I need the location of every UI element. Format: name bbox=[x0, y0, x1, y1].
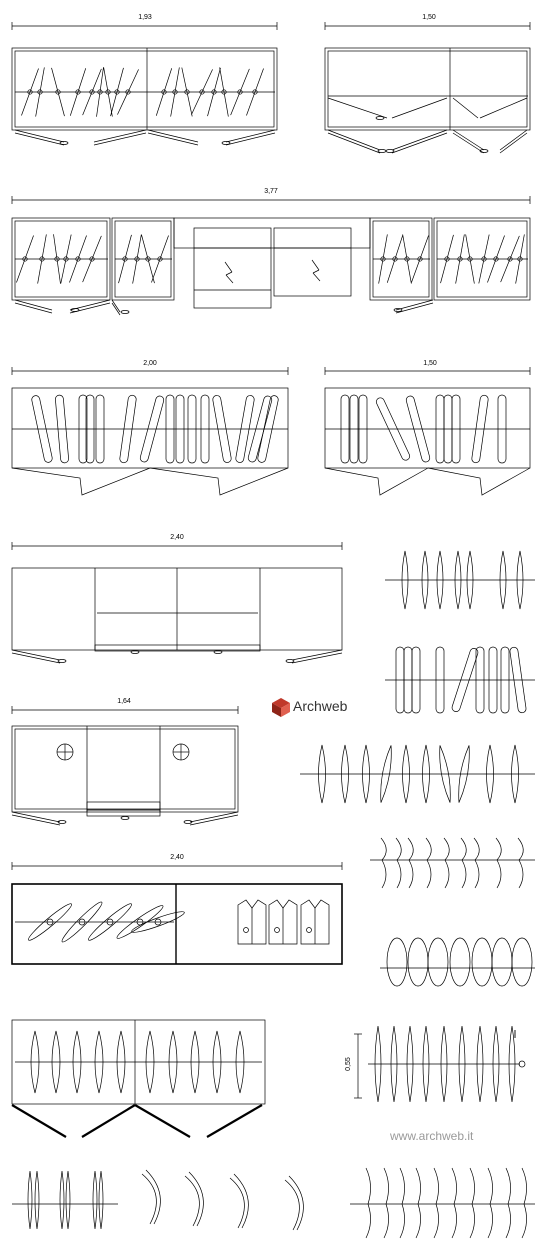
dimension-label-5: 1,50 bbox=[423, 360, 437, 367]
dimension-label-9: 0,55 bbox=[345, 1057, 352, 1071]
door-leaf bbox=[112, 300, 120, 312]
folded-garment bbox=[366, 1168, 371, 1238]
folded-garment bbox=[522, 1168, 527, 1238]
door-leaf bbox=[392, 133, 447, 153]
folded-garment bbox=[434, 1168, 439, 1238]
trouser-clip bbox=[408, 938, 428, 986]
dimension-label-1: 1,93 bbox=[138, 14, 152, 21]
door-leaf bbox=[292, 653, 342, 663]
door-leaf bbox=[500, 133, 527, 153]
door-leaf bbox=[453, 133, 484, 153]
shirt-pocket bbox=[275, 928, 280, 933]
door-leaf bbox=[396, 300, 433, 310]
folded-trouser bbox=[496, 838, 501, 888]
hanger-curve bbox=[142, 1174, 156, 1224]
cabinet-outline bbox=[325, 388, 530, 468]
brand-url: www.archweb.it bbox=[390, 1129, 474, 1143]
folded-garment bbox=[416, 1168, 421, 1238]
line bbox=[226, 272, 232, 275]
door-leaf bbox=[226, 133, 275, 145]
folded-trouser bbox=[408, 838, 413, 888]
door-handle bbox=[394, 309, 402, 312]
hanger-curve bbox=[234, 1174, 248, 1228]
door-leaf bbox=[148, 130, 198, 142]
folded-trouser bbox=[426, 838, 431, 888]
door-leaf bbox=[112, 303, 120, 315]
folding-door bbox=[428, 468, 530, 495]
door-handle bbox=[121, 311, 129, 314]
bifold-door bbox=[12, 1105, 66, 1137]
garment-leaf bbox=[28, 1171, 32, 1229]
hanger-curve bbox=[289, 1176, 303, 1230]
brand-name: Archweb bbox=[293, 698, 348, 714]
dimension-label-2: 1,50 bbox=[422, 14, 436, 21]
drawer-front bbox=[87, 810, 160, 816]
cabinet-outline bbox=[12, 48, 277, 130]
dimension-label-6: 2,40 bbox=[170, 534, 184, 541]
folded-garment bbox=[384, 1168, 389, 1238]
door-handle bbox=[121, 817, 129, 820]
folded-trouser bbox=[461, 838, 466, 888]
folded-garment bbox=[488, 1168, 493, 1238]
line bbox=[312, 260, 319, 270]
shelf-panel bbox=[480, 98, 527, 118]
folded-trouser bbox=[444, 838, 449, 888]
folding-door bbox=[150, 468, 288, 495]
hanger-curve bbox=[146, 1170, 160, 1224]
door-leaf bbox=[328, 133, 380, 153]
bifold-door bbox=[135, 1105, 190, 1137]
shirt-pocket bbox=[307, 928, 312, 933]
door-leaf bbox=[94, 133, 146, 145]
trouser-clip bbox=[512, 938, 532, 986]
bifold-door bbox=[207, 1105, 262, 1137]
cabinet-outline bbox=[325, 48, 530, 130]
garment-leaf bbox=[35, 1171, 39, 1229]
folding-door bbox=[325, 468, 428, 495]
hanger-curve bbox=[185, 1176, 199, 1226]
door-leaf bbox=[15, 303, 52, 313]
door-leaf bbox=[453, 130, 484, 150]
folded-trouser bbox=[518, 838, 523, 888]
folded-trouser bbox=[396, 838, 401, 888]
door-leaf bbox=[148, 133, 198, 145]
shelf-panel bbox=[453, 98, 478, 118]
door-leaf bbox=[396, 303, 433, 313]
dimension-label-7: 1,64 bbox=[117, 698, 131, 705]
garment-leaf bbox=[60, 1171, 64, 1229]
cabinet-inner bbox=[15, 51, 274, 127]
trouser-clip bbox=[387, 938, 407, 986]
dimension-label-3: 3,77 bbox=[264, 188, 278, 195]
garment-leaf bbox=[99, 1171, 103, 1229]
door-leaf bbox=[15, 130, 64, 142]
line bbox=[313, 270, 319, 273]
cabinet-inner bbox=[328, 51, 527, 127]
door-leaf bbox=[190, 815, 238, 825]
door-leaf bbox=[328, 130, 380, 150]
door-leaf bbox=[226, 130, 275, 142]
door-leaf bbox=[392, 130, 447, 150]
folded-trouser bbox=[474, 838, 479, 888]
door-leaf bbox=[190, 812, 238, 822]
folded-garment bbox=[400, 1168, 405, 1238]
line bbox=[225, 262, 232, 272]
door-leaf bbox=[500, 130, 527, 150]
trouser-clip bbox=[492, 938, 512, 986]
door-handle bbox=[286, 660, 294, 663]
hanger-curve bbox=[189, 1172, 203, 1226]
folding-door bbox=[12, 468, 150, 495]
sliding-door bbox=[274, 228, 351, 296]
hanger-curve bbox=[285, 1180, 299, 1230]
cabinet-outline bbox=[12, 884, 342, 964]
hanger-curve bbox=[230, 1178, 244, 1228]
folded-trouser bbox=[381, 838, 386, 888]
shelf-panel bbox=[392, 98, 447, 118]
door-leaf bbox=[12, 812, 60, 822]
sliding-door bbox=[194, 228, 271, 308]
door-handle bbox=[376, 117, 384, 120]
garment-leaf bbox=[66, 1171, 70, 1229]
door-leaf bbox=[15, 133, 64, 145]
bifold-door bbox=[82, 1105, 135, 1137]
door-handle bbox=[386, 150, 394, 153]
trouser-clip bbox=[450, 938, 470, 986]
door-leaf bbox=[15, 300, 52, 310]
folded-garment bbox=[506, 1168, 511, 1238]
folded-garment bbox=[470, 1168, 475, 1238]
cabinet-inner bbox=[15, 729, 235, 809]
trouser-clip bbox=[428, 938, 448, 986]
shelf-panel bbox=[328, 98, 387, 118]
cabinet-outline bbox=[12, 388, 288, 468]
shirt-pocket bbox=[244, 928, 249, 933]
door-handle bbox=[378, 150, 386, 153]
line bbox=[226, 275, 233, 283]
folded-garment bbox=[452, 1168, 457, 1238]
line bbox=[313, 273, 320, 281]
door-leaf bbox=[292, 650, 342, 660]
door-leaf bbox=[94, 130, 146, 142]
sliding-track bbox=[174, 218, 370, 248]
garment-leaf bbox=[93, 1171, 97, 1229]
door-leaf bbox=[12, 650, 60, 660]
door-leaf bbox=[12, 653, 60, 663]
dimension-label-8: 2,40 bbox=[170, 854, 184, 861]
trouser-clip bbox=[472, 938, 492, 986]
cabinet-outline bbox=[12, 726, 238, 812]
door-handle bbox=[58, 660, 66, 663]
cube-logo-icon bbox=[272, 698, 290, 717]
dimension-label-4: 2,00 bbox=[143, 360, 157, 367]
door-leaf bbox=[12, 815, 60, 825]
